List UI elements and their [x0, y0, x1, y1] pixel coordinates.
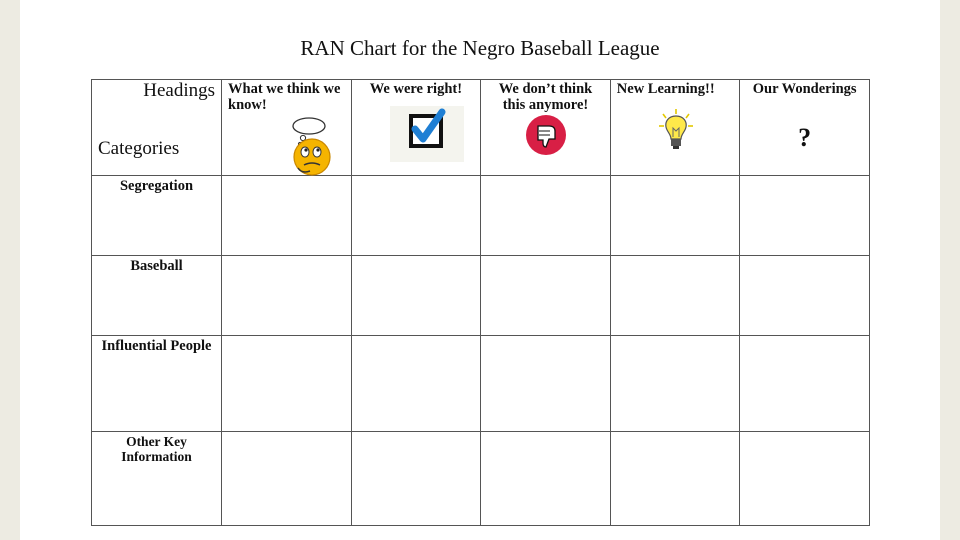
row-label: Influential People: [92, 336, 222, 432]
header-label: Our Wonderings: [752, 81, 857, 97]
header-label: We were right!: [369, 81, 463, 97]
checkbox-check-icon: [390, 106, 464, 162]
header-label: New Learning!!: [616, 81, 715, 97]
header-we-were-right: [351, 80, 481, 176]
table-cell[interactable]: [610, 176, 740, 256]
table-cell[interactable]: [351, 176, 481, 256]
table-cell[interactable]: [481, 432, 611, 526]
table-row: [92, 432, 870, 526]
corner-cell: [92, 80, 222, 176]
table-cell[interactable]: [740, 176, 870, 256]
thinking-face-icon: [288, 116, 336, 176]
header-label: What we think we know!: [228, 81, 341, 113]
header-new-learning: [610, 80, 740, 176]
table-cell[interactable]: [222, 256, 352, 336]
table-cell[interactable]: [740, 336, 870, 432]
table-cell[interactable]: [481, 256, 611, 336]
headings-label: Headings: [143, 80, 215, 101]
table-row: [92, 256, 870, 336]
row-label: Baseball: [92, 256, 222, 336]
header-our-wonderings: [740, 80, 870, 176]
header-row: [92, 80, 870, 176]
header-label: We don’t think this anymore!: [498, 81, 593, 113]
lightbulb-icon: [657, 108, 695, 154]
table-cell[interactable]: [740, 256, 870, 336]
slide: [20, 0, 940, 540]
table-cell[interactable]: [351, 256, 481, 336]
table-cell[interactable]: [351, 432, 481, 526]
table-cell[interactable]: [610, 256, 740, 336]
categories-label: Categories: [98, 138, 180, 159]
header-what-we-think: [222, 80, 352, 176]
row-label: Other Key Information: [92, 432, 222, 526]
table-cell[interactable]: [610, 336, 740, 432]
row-label: Segregation: [92, 176, 222, 256]
table-row: [92, 176, 870, 256]
thumbs-down-icon: [525, 114, 567, 156]
ran-chart-table: [91, 79, 870, 526]
table-cell[interactable]: [610, 432, 740, 526]
chart-title: RAN Chart for the Negro Baseball League: [300, 36, 660, 60]
table-cell[interactable]: [481, 176, 611, 256]
table-cell[interactable]: [222, 432, 352, 526]
table-row: [92, 336, 870, 432]
header-dont-think-anymore: [481, 80, 611, 176]
question-mark-icon: ?: [798, 123, 812, 152]
table-cell[interactable]: [222, 176, 352, 256]
table-cell[interactable]: [740, 432, 870, 526]
table-cell[interactable]: [351, 336, 481, 432]
table-cell[interactable]: [481, 336, 611, 432]
table-cell[interactable]: [222, 336, 352, 432]
